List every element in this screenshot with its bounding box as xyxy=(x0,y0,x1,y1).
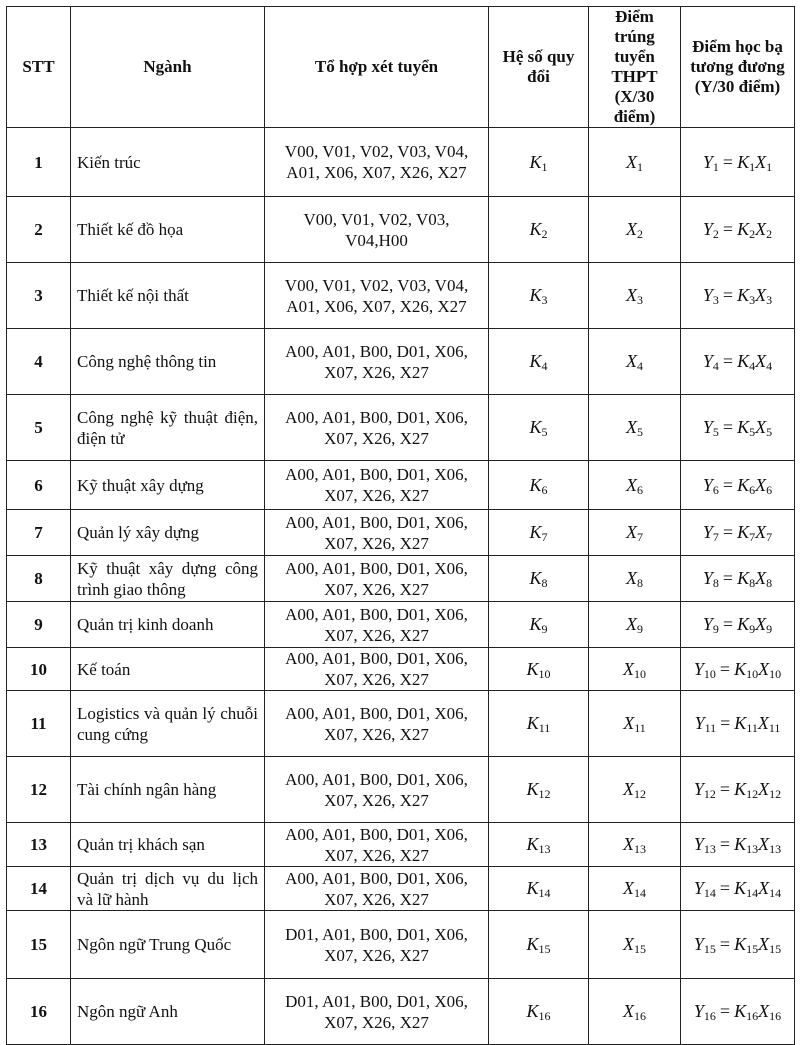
math-letter: K xyxy=(526,934,539,954)
equivalent-score-cell xyxy=(681,128,795,197)
table-row xyxy=(7,648,795,691)
math-letter: X xyxy=(758,779,770,799)
header-thpt-score: Điểm trúng tuyển THPT (X/30 điểm) xyxy=(589,7,681,128)
major-name: Quản lý xây dựng xyxy=(71,510,265,556)
math-letter: Y xyxy=(702,568,713,588)
header-row xyxy=(7,7,795,128)
coefficient-cell xyxy=(489,691,589,757)
thpt-score-cell xyxy=(589,602,681,648)
subject-combinations: V00, V01, V02, V03, V04, A01, X06, X07, X26, X27 xyxy=(265,263,489,329)
equivalent-score-cell xyxy=(681,911,795,979)
coefficient-cell xyxy=(489,329,589,395)
math-subscript: 7 xyxy=(637,530,643,544)
math-subscript: 16 xyxy=(634,1009,646,1023)
row-number: 12 xyxy=(7,757,71,823)
subject-combinations: A00, A01, B00, D01, X06, X07, X26, X27 xyxy=(265,510,489,556)
math-subscript: 10 xyxy=(538,666,551,681)
equals-sign: = xyxy=(722,417,734,437)
math-letter: X xyxy=(626,568,637,588)
math-letter: X xyxy=(755,568,767,588)
major-name: Quản trị dịch vụ du lịch và lữ hành xyxy=(71,867,265,911)
row-number: 2 xyxy=(7,197,71,263)
math-letter: X xyxy=(758,934,770,954)
row-number: 10 xyxy=(7,648,71,691)
coefficient-cell xyxy=(489,128,589,197)
math-subscript: 11 xyxy=(538,721,551,735)
math-subscript: 4 xyxy=(749,359,756,373)
thpt-score-cell xyxy=(589,979,681,1045)
math-subscript: 15 xyxy=(634,942,646,956)
math-subscript: 5 xyxy=(766,425,773,439)
math-subscript: 16 xyxy=(746,1009,759,1023)
math-subscript: 3 xyxy=(541,293,548,307)
math-letter: K xyxy=(529,285,542,305)
math-subscript: 8 xyxy=(541,576,548,590)
thpt-score-cell xyxy=(589,461,681,510)
math-letter: X xyxy=(755,285,767,305)
math-letter: Y xyxy=(693,878,704,898)
table-row xyxy=(7,823,795,867)
thpt-score-cell xyxy=(589,510,681,556)
thpt-score-cell xyxy=(589,329,681,395)
math-letter: X xyxy=(626,219,637,239)
math-letter: Y xyxy=(702,151,713,172)
math-subscript: 15 xyxy=(769,942,782,956)
equivalent-score-cell xyxy=(681,691,795,757)
math-letter: X xyxy=(758,834,770,854)
math-subscript: 1 xyxy=(541,159,548,174)
math-subscript: 9 xyxy=(749,622,756,636)
subject-combinations: V00, V01, V02, V03, V04,H00 xyxy=(265,197,489,263)
math-letter: K xyxy=(737,219,750,239)
equals-sign: = xyxy=(719,834,731,854)
major-name: Kỹ thuật xây dựng công trình giao thông xyxy=(71,556,265,602)
equivalent-score-cell xyxy=(681,648,795,691)
table-row xyxy=(7,461,795,510)
math-letter: X xyxy=(758,1001,770,1021)
math-letter: K xyxy=(737,151,750,172)
math-letter: K xyxy=(737,614,750,634)
math-subscript: 10 xyxy=(746,666,759,681)
math-letter: X xyxy=(755,417,767,437)
math-subscript: 11 xyxy=(634,721,646,735)
math-subscript: 3 xyxy=(766,293,773,307)
math-subscript: 11 xyxy=(746,721,758,735)
math-subscript: 8 xyxy=(749,576,756,590)
math-subscript: 11 xyxy=(768,721,781,735)
math-subscript: 7 xyxy=(541,530,548,544)
equals-sign: = xyxy=(722,474,734,495)
math-letter: K xyxy=(734,1001,747,1021)
math-letter: Y xyxy=(693,779,704,799)
math-letter: X xyxy=(626,151,637,172)
row-number: 15 xyxy=(7,911,71,979)
table-row xyxy=(7,867,795,911)
math-subscript: 5 xyxy=(541,425,548,439)
math-letter: K xyxy=(529,474,542,495)
coefficient-cell xyxy=(489,648,589,691)
math-letter: Y xyxy=(693,658,704,679)
math-subscript: 6 xyxy=(749,482,756,497)
coefficient-cell xyxy=(489,395,589,461)
math-subscript: 6 xyxy=(766,482,773,497)
math-subscript: 5 xyxy=(749,425,756,439)
table-row xyxy=(7,979,795,1045)
equivalent-score-cell xyxy=(681,263,795,329)
equivalent-score-cell xyxy=(681,510,795,556)
coefficient-cell xyxy=(489,911,589,979)
major-name: Kiến trúc xyxy=(71,128,265,197)
equivalent-score-cell xyxy=(681,329,795,395)
math-subscript: 3 xyxy=(712,293,719,307)
subject-combinations: A00, A01, B00, D01, X06, X07, X26, X27 xyxy=(265,395,489,461)
header-major: Ngành xyxy=(71,7,265,128)
math-letter: K xyxy=(734,834,747,854)
major-name: Logistics và quản lý chuỗi cung cứng xyxy=(71,691,265,757)
math-letter: Y xyxy=(693,834,704,854)
math-letter: Y xyxy=(702,522,713,542)
subject-combinations: A00, A01, B00, D01, X06, X07, X26, X27 xyxy=(265,602,489,648)
math-letter: K xyxy=(529,614,542,634)
subject-combinations: A00, A01, B00, D01, X06, X07, X26, X27 xyxy=(265,757,489,823)
math-letter: X xyxy=(623,934,634,954)
thpt-score-cell xyxy=(589,197,681,263)
major-name: Kỹ thuật xây dựng xyxy=(71,461,265,510)
equals-sign: = xyxy=(720,713,731,733)
math-letter: K xyxy=(529,351,542,371)
math-letter: K xyxy=(737,522,750,542)
major-name: Thiết kế nội thất xyxy=(71,263,265,329)
major-name: Ngôn ngữ Trung Quốc xyxy=(71,911,265,979)
math-letter: X xyxy=(758,878,770,898)
table-row xyxy=(7,128,795,197)
subject-combinations: A00, A01, B00, D01, X06, X07, X26, X27 xyxy=(265,329,489,395)
equivalent-score-cell xyxy=(681,395,795,461)
table-row xyxy=(7,691,795,757)
row-number: 11 xyxy=(7,691,71,757)
thpt-score-cell xyxy=(589,395,681,461)
table-row xyxy=(7,197,795,263)
coefficient-cell xyxy=(489,602,589,648)
math-subscript: 13 xyxy=(769,842,782,856)
row-number: 3 xyxy=(7,263,71,329)
math-subscript: 12 xyxy=(634,787,646,801)
math-subscript: 8 xyxy=(637,576,643,590)
table-row xyxy=(7,395,795,461)
thpt-score-cell xyxy=(589,128,681,197)
math-letter: K xyxy=(734,658,747,679)
math-subscript: 3 xyxy=(637,293,643,307)
math-letter: X xyxy=(623,878,634,898)
thpt-score-cell xyxy=(589,757,681,823)
equals-sign: = xyxy=(719,934,731,954)
math-letter: Y xyxy=(702,351,713,371)
row-number: 13 xyxy=(7,823,71,867)
row-number: 1 xyxy=(7,128,71,197)
math-subscript: 5 xyxy=(712,425,719,439)
coefficient-cell xyxy=(489,867,589,911)
math-subscript: 3 xyxy=(749,293,756,307)
math-letter: Y xyxy=(693,1001,704,1021)
table-row xyxy=(7,757,795,823)
math-letter: X xyxy=(623,779,634,799)
subject-combinations: A00, A01, B00, D01, X06, X07, X26, X27 xyxy=(265,556,489,602)
math-subscript: 12 xyxy=(703,787,716,801)
math-letter: K xyxy=(529,417,542,437)
equals-sign: = xyxy=(722,285,734,305)
math-subscript: 9 xyxy=(637,622,643,636)
math-subscript: 6 xyxy=(637,482,643,497)
math-subscript: 16 xyxy=(538,1009,551,1023)
math-letter: K xyxy=(526,1001,539,1021)
major-name: Công nghệ thông tin xyxy=(71,329,265,395)
subject-combinations: A00, A01, B00, D01, X06, X07, X26, X27 xyxy=(265,461,489,510)
thpt-score-cell xyxy=(589,823,681,867)
table-row xyxy=(7,602,795,648)
math-letter: X xyxy=(626,614,637,634)
equivalent-score-cell xyxy=(681,556,795,602)
equals-sign: = xyxy=(722,351,734,371)
math-letter: X xyxy=(755,522,767,542)
header-stt: STT xyxy=(7,7,71,128)
subject-combinations: V00, V01, V02, V03, V04, A01, X06, X07, X26, X27 xyxy=(265,128,489,197)
thpt-score-cell xyxy=(589,556,681,602)
row-number: 8 xyxy=(7,556,71,602)
math-subscript: 13 xyxy=(746,842,759,856)
thpt-score-cell xyxy=(589,263,681,329)
math-subscript: 14 xyxy=(769,886,782,900)
math-subscript: 9 xyxy=(541,622,548,636)
math-letter: X xyxy=(626,522,637,542)
math-letter: X xyxy=(623,1001,634,1021)
math-letter: X xyxy=(626,417,637,437)
math-subscript: 4 xyxy=(766,359,773,373)
math-subscript: 16 xyxy=(703,1009,716,1023)
equals-sign: = xyxy=(722,151,734,172)
major-name: Quản trị kinh doanh xyxy=(71,602,265,648)
subject-combinations: D01, A01, B00, D01, X06, X07, X26, X27 xyxy=(265,979,489,1045)
math-subscript: 2 xyxy=(712,227,719,241)
math-subscript: 2 xyxy=(766,227,773,241)
coefficient-cell xyxy=(489,556,589,602)
equals-sign: = xyxy=(719,779,731,799)
math-subscript: 1 xyxy=(749,159,756,174)
math-subscript: 1 xyxy=(637,159,643,174)
math-letter: K xyxy=(529,568,542,588)
math-subscript: 13 xyxy=(703,842,716,856)
subject-combinations: A00, A01, B00, D01, X06, X07, X26, X27 xyxy=(265,823,489,867)
coefficient-cell xyxy=(489,197,589,263)
equivalent-score-cell xyxy=(681,757,795,823)
equivalent-score-cell xyxy=(681,823,795,867)
math-subscript: 15 xyxy=(746,942,759,956)
math-letter: K xyxy=(734,934,747,954)
major-name: Kế toán xyxy=(71,648,265,691)
math-letter: K xyxy=(737,351,750,371)
math-subscript: 7 xyxy=(712,530,719,544)
math-subscript: 1 xyxy=(712,159,719,174)
math-letter: X xyxy=(755,614,767,634)
math-subscript: 9 xyxy=(712,622,719,636)
row-number: 16 xyxy=(7,979,71,1045)
math-letter: K xyxy=(529,219,542,239)
math-subscript: 11 xyxy=(704,721,717,735)
row-number: 5 xyxy=(7,395,71,461)
equals-sign: = xyxy=(722,522,734,542)
coefficient-cell xyxy=(489,510,589,556)
equivalent-score-cell xyxy=(681,867,795,911)
math-subscript: 7 xyxy=(766,530,773,544)
math-letter: Y xyxy=(694,713,705,733)
equals-sign: = xyxy=(719,878,731,898)
math-letter: K xyxy=(526,834,539,854)
header-combos: Tổ hợp xét tuyển xyxy=(265,7,489,128)
row-number: 7 xyxy=(7,510,71,556)
equivalent-score-cell xyxy=(681,197,795,263)
math-letter: Y xyxy=(702,417,713,437)
equivalent-score-cell xyxy=(681,602,795,648)
math-letter: Y xyxy=(702,474,713,495)
coefficient-cell xyxy=(489,823,589,867)
math-subscript: 10 xyxy=(634,666,646,681)
row-number: 14 xyxy=(7,867,71,911)
math-letter: X xyxy=(755,351,767,371)
coefficient-cell xyxy=(489,461,589,510)
math-subscript: 7 xyxy=(749,530,756,544)
subject-combinations: D01, A01, B00, D01, X06, X07, X26, X27 xyxy=(265,911,489,979)
equals-sign: = xyxy=(722,219,734,239)
math-letter: X xyxy=(626,474,637,495)
equals-sign: = xyxy=(722,614,734,634)
thpt-score-cell xyxy=(589,691,681,757)
math-letter: Y xyxy=(693,934,704,954)
math-letter: K xyxy=(526,878,539,898)
math-subscript: 10 xyxy=(703,666,716,681)
table-row xyxy=(7,510,795,556)
math-letter: X xyxy=(626,351,637,371)
math-subscript: 4 xyxy=(712,359,719,373)
math-letter: K xyxy=(529,151,542,172)
math-letter: Y xyxy=(702,285,713,305)
math-letter: K xyxy=(734,713,747,733)
row-number: 4 xyxy=(7,329,71,395)
subject-combinations: A00, A01, B00, D01, X06, X07, X26, X27 xyxy=(265,867,489,911)
equivalent-score-cell xyxy=(681,461,795,510)
math-letter: Y xyxy=(702,219,713,239)
math-letter: Y xyxy=(702,614,713,634)
math-letter: K xyxy=(737,417,750,437)
math-subscript: 6 xyxy=(712,482,719,497)
math-subscript: 4 xyxy=(541,359,548,373)
thpt-score-cell xyxy=(589,867,681,911)
subject-combinations: A00, A01, B00, D01, X06, X07, X26, X27 xyxy=(265,648,489,691)
math-letter: X xyxy=(755,219,767,239)
math-letter: X xyxy=(758,658,770,679)
math-letter: K xyxy=(737,474,750,495)
header-transcript-score: Điểm học bạ tương đương (Y/30 điểm) xyxy=(681,7,795,128)
table-row xyxy=(7,263,795,329)
major-name: Ngôn ngữ Anh xyxy=(71,979,265,1045)
coefficient-cell xyxy=(489,979,589,1045)
table-row xyxy=(7,911,795,979)
math-letter: X xyxy=(755,151,767,172)
math-letter: X xyxy=(623,834,634,854)
thpt-score-cell xyxy=(589,911,681,979)
coefficient-cell xyxy=(489,263,589,329)
math-letter: K xyxy=(529,522,542,542)
row-number: 6 xyxy=(7,461,71,510)
math-subscript: 12 xyxy=(746,787,759,801)
math-letter: X xyxy=(626,285,637,305)
math-subscript: 2 xyxy=(541,227,548,241)
math-subscript: 15 xyxy=(538,942,551,956)
math-letter: K xyxy=(526,713,539,733)
math-subscript: 12 xyxy=(769,787,782,801)
math-subscript: 14 xyxy=(746,886,759,900)
equivalent-score-cell xyxy=(681,979,795,1045)
math-subscript: 6 xyxy=(541,482,548,497)
table-row xyxy=(7,329,795,395)
math-subscript: 8 xyxy=(766,576,773,590)
math-letter: X xyxy=(755,474,767,495)
table-row xyxy=(7,556,795,602)
header-coefficient: Hệ số quy đổi xyxy=(489,7,589,128)
math-subscript: 2 xyxy=(637,227,643,241)
math-letter: K xyxy=(737,568,750,588)
math-subscript: 10 xyxy=(769,666,782,681)
thpt-score-cell xyxy=(589,648,681,691)
math-subscript: 2 xyxy=(749,227,756,241)
admission-table xyxy=(6,6,795,1045)
equals-sign: = xyxy=(722,568,734,588)
math-letter: X xyxy=(757,713,769,733)
math-subscript: 15 xyxy=(703,942,716,956)
row-number: 9 xyxy=(7,602,71,648)
subject-combinations: A00, A01, B00, D01, X06, X07, X26, X27 xyxy=(265,691,489,757)
math-letter: K xyxy=(737,285,750,305)
math-letter: K xyxy=(526,779,539,799)
math-subscript: 9 xyxy=(766,622,773,636)
major-name: Công nghệ kỹ thuật điện, điện tử xyxy=(71,395,265,461)
math-subscript: 16 xyxy=(769,1009,782,1023)
math-subscript: 5 xyxy=(637,425,643,439)
math-letter: K xyxy=(734,878,747,898)
major-name: Quản trị khách sạn xyxy=(71,823,265,867)
math-letter: K xyxy=(734,779,747,799)
math-subscript: 13 xyxy=(538,842,551,856)
math-subscript: 14 xyxy=(703,886,716,900)
equals-sign: = xyxy=(719,658,731,679)
major-name: Thiết kế đồ họa xyxy=(71,197,265,263)
equals-sign: = xyxy=(719,1001,731,1021)
math-subscript: 14 xyxy=(634,886,646,900)
math-subscript: 1 xyxy=(766,159,773,174)
major-name: Tài chính ngân hàng xyxy=(71,757,265,823)
coefficient-cell xyxy=(489,757,589,823)
math-letter: K xyxy=(526,658,539,679)
math-subscript: 8 xyxy=(712,576,719,590)
math-letter: X xyxy=(623,713,635,733)
math-subscript: 4 xyxy=(637,359,643,373)
math-letter: X xyxy=(623,658,634,679)
math-subscript: 13 xyxy=(634,842,646,856)
math-subscript: 12 xyxy=(538,787,551,801)
math-subscript: 14 xyxy=(538,886,551,900)
